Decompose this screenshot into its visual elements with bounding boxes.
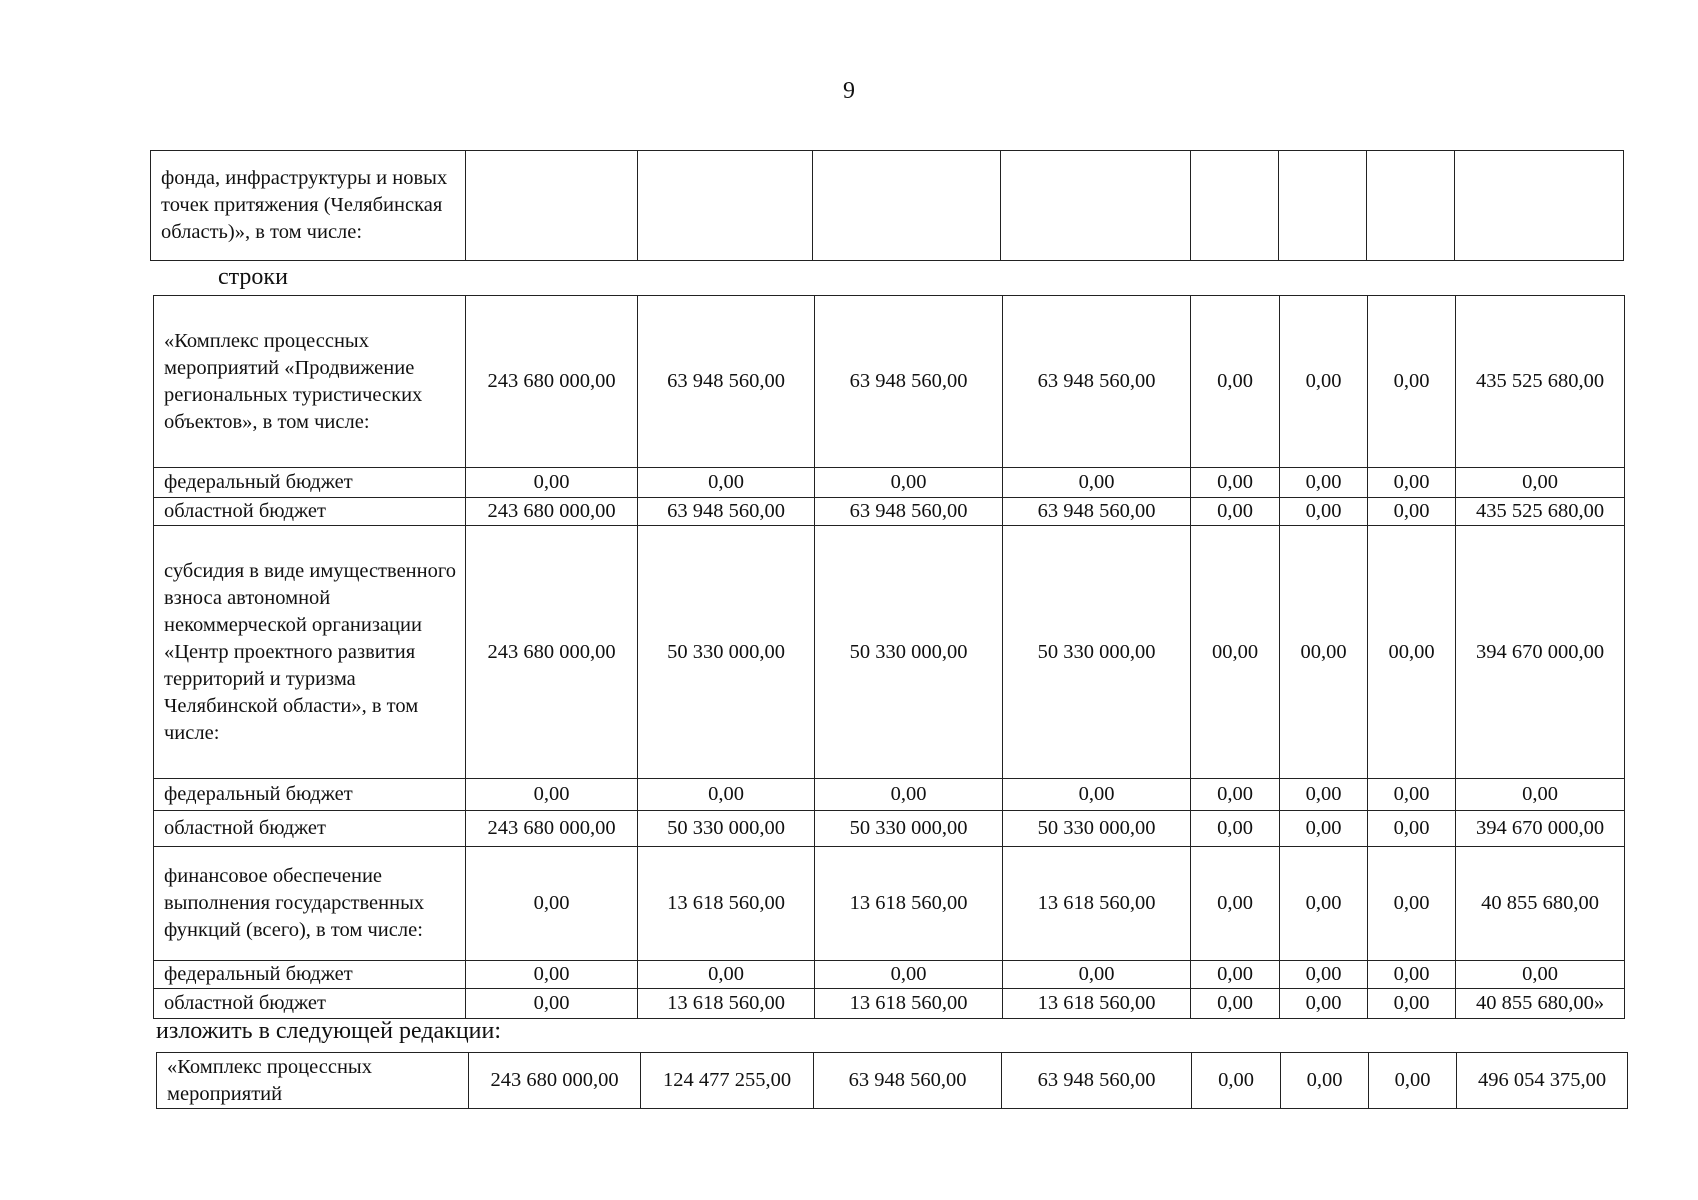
table-row [154, 779, 1625, 811]
value-cell: 00,00 [1191, 526, 1280, 779]
value-cell: 0,00 [466, 779, 638, 811]
value-cell: 0,00 [466, 989, 638, 1019]
value-cell: 0,00 [1280, 961, 1368, 989]
value-cell: 50 330 000,00 [638, 526, 815, 779]
value-cell [813, 151, 1001, 261]
value-cell: 0,00 [466, 468, 638, 498]
value-cell: 0,00 [1280, 468, 1368, 498]
table-row [157, 1053, 1628, 1109]
row-label: областной бюджет [154, 811, 466, 847]
value-cell: 13 618 560,00 [1003, 847, 1191, 961]
value-cell: 0,00 [1368, 498, 1456, 526]
value-cell: 0,00 [1003, 468, 1191, 498]
value-cell [1367, 151, 1455, 261]
value-cell: 394 670 000,00 [1456, 811, 1625, 847]
value-cell: 0,00 [1003, 961, 1191, 989]
row-label: федеральный бюджет [154, 468, 466, 498]
value-cell: 0,00 [638, 468, 815, 498]
value-cell: 243 680 000,00 [469, 1053, 641, 1109]
value-cell: 00,00 [1280, 526, 1368, 779]
value-cell: 0,00 [466, 961, 638, 989]
top-table [150, 150, 1624, 261]
value-cell: 0,00 [1280, 779, 1368, 811]
table-row [154, 468, 1625, 498]
value-cell [1001, 151, 1191, 261]
value-cell: 63 948 560,00 [1002, 1053, 1192, 1109]
value-cell: 00,00 [1368, 526, 1456, 779]
value-cell: 13 618 560,00 [638, 847, 815, 961]
value-cell: 13 618 560,00 [815, 989, 1003, 1019]
value-cell: 63 948 560,00 [1003, 296, 1191, 468]
value-cell: 0,00 [1280, 498, 1368, 526]
value-cell: 0,00 [1368, 847, 1456, 961]
value-cell: 0,00 [1191, 296, 1280, 468]
caption-rows: строки [218, 264, 288, 290]
value-cell: 0,00 [1191, 811, 1280, 847]
row-label: фонда, инфраструктуры и новых точек притяжения (Челябинская область)», в том числе: [151, 151, 466, 261]
value-cell: 63 948 560,00 [815, 296, 1003, 468]
table-row [154, 811, 1625, 847]
value-cell: 435 525 680,00 [1456, 296, 1625, 468]
page-number: 9 [843, 78, 855, 104]
value-cell: 0,00 [1456, 468, 1625, 498]
value-cell: 0,00 [1369, 1053, 1457, 1109]
value-cell: 0,00 [815, 779, 1003, 811]
value-cell [466, 151, 638, 261]
value-cell: 50 330 000,00 [815, 811, 1003, 847]
value-cell [1279, 151, 1367, 261]
table-row [154, 498, 1625, 526]
value-cell [1455, 151, 1624, 261]
value-cell: 50 330 000,00 [1003, 811, 1191, 847]
row-label: «Комплекс процессных мероприятий «Продвижение региональных туристических объектов», в том числе: [154, 296, 466, 468]
value-cell: 0,00 [638, 779, 815, 811]
value-cell: 0,00 [815, 468, 1003, 498]
value-cell: 0,00 [466, 847, 638, 961]
table-row [154, 526, 1625, 779]
value-cell: 0,00 [1191, 468, 1280, 498]
value-cell: 243 680 000,00 [466, 498, 638, 526]
table-row [154, 989, 1625, 1019]
value-cell: 0,00 [1456, 961, 1625, 989]
value-cell: 0,00 [1456, 779, 1625, 811]
value-cell: 0,00 [1368, 961, 1456, 989]
value-cell: 13 618 560,00 [638, 989, 815, 1019]
value-cell: 435 525 680,00 [1456, 498, 1625, 526]
row-label: федеральный бюджет [154, 961, 466, 989]
value-cell: 0,00 [1368, 811, 1456, 847]
value-cell: 0,00 [1192, 1053, 1281, 1109]
value-cell: 13 618 560,00 [1003, 989, 1191, 1019]
value-cell: 0,00 [1003, 779, 1191, 811]
value-cell: 0,00 [1191, 779, 1280, 811]
value-cell: 63 948 560,00 [814, 1053, 1002, 1109]
value-cell: 0,00 [1191, 989, 1280, 1019]
value-cell: 0,00 [1281, 1053, 1369, 1109]
value-cell: 0,00 [1280, 847, 1368, 961]
value-cell: 0,00 [1280, 811, 1368, 847]
value-cell: 243 680 000,00 [466, 526, 638, 779]
value-cell: 0,00 [1368, 468, 1456, 498]
value-cell: 13 618 560,00 [815, 847, 1003, 961]
value-cell: 63 948 560,00 [1003, 498, 1191, 526]
value-cell: 0,00 [1191, 961, 1280, 989]
value-cell: 243 680 000,00 [466, 296, 638, 468]
value-cell: 0,00 [1280, 296, 1368, 468]
value-cell: 124 477 255,00 [641, 1053, 814, 1109]
value-cell: 0,00 [815, 961, 1003, 989]
value-cell: 0,00 [638, 961, 815, 989]
value-cell: 50 330 000,00 [1003, 526, 1191, 779]
row-label: субсидия в виде имущественного взноса автономной некоммерческой организации «Центр проектного развития территорий и туризма Челябинской области», в том числе: [154, 526, 466, 779]
row-label: «Комплекс процессных мероприятий [157, 1053, 469, 1109]
value-cell: 63 948 560,00 [815, 498, 1003, 526]
value-cell: 0,00 [1368, 296, 1456, 468]
main-table [153, 295, 1625, 1019]
new-edition-table [156, 1052, 1628, 1109]
table-row [151, 151, 1624, 261]
value-cell: 394 670 000,00 [1456, 526, 1625, 779]
value-cell [638, 151, 813, 261]
value-cell [1191, 151, 1279, 261]
row-label: финансовое обеспечение выполнения государственных функций (всего), в том числе: [154, 847, 466, 961]
value-cell: 0,00 [1280, 989, 1368, 1019]
row-label: федеральный бюджет [154, 779, 466, 811]
value-cell: 496 054 375,00 [1457, 1053, 1628, 1109]
value-cell: 40 855 680,00 [1456, 847, 1625, 961]
row-label: областной бюджет [154, 989, 466, 1019]
value-cell: 0,00 [1368, 779, 1456, 811]
value-cell: 40 855 680,00» [1456, 989, 1625, 1019]
value-cell: 0,00 [1191, 498, 1280, 526]
table-row [154, 847, 1625, 961]
value-cell: 63 948 560,00 [638, 296, 815, 468]
table-row [154, 961, 1625, 989]
row-label: областной бюджет [154, 498, 466, 526]
value-cell: 0,00 [1368, 989, 1456, 1019]
value-cell: 243 680 000,00 [466, 811, 638, 847]
table-row [154, 296, 1625, 468]
value-cell: 50 330 000,00 [638, 811, 815, 847]
value-cell: 0,00 [1191, 847, 1280, 961]
caption-new-edition: изложить в следующей редакции: [156, 1018, 502, 1044]
value-cell: 63 948 560,00 [638, 498, 815, 526]
value-cell: 50 330 000,00 [815, 526, 1003, 779]
